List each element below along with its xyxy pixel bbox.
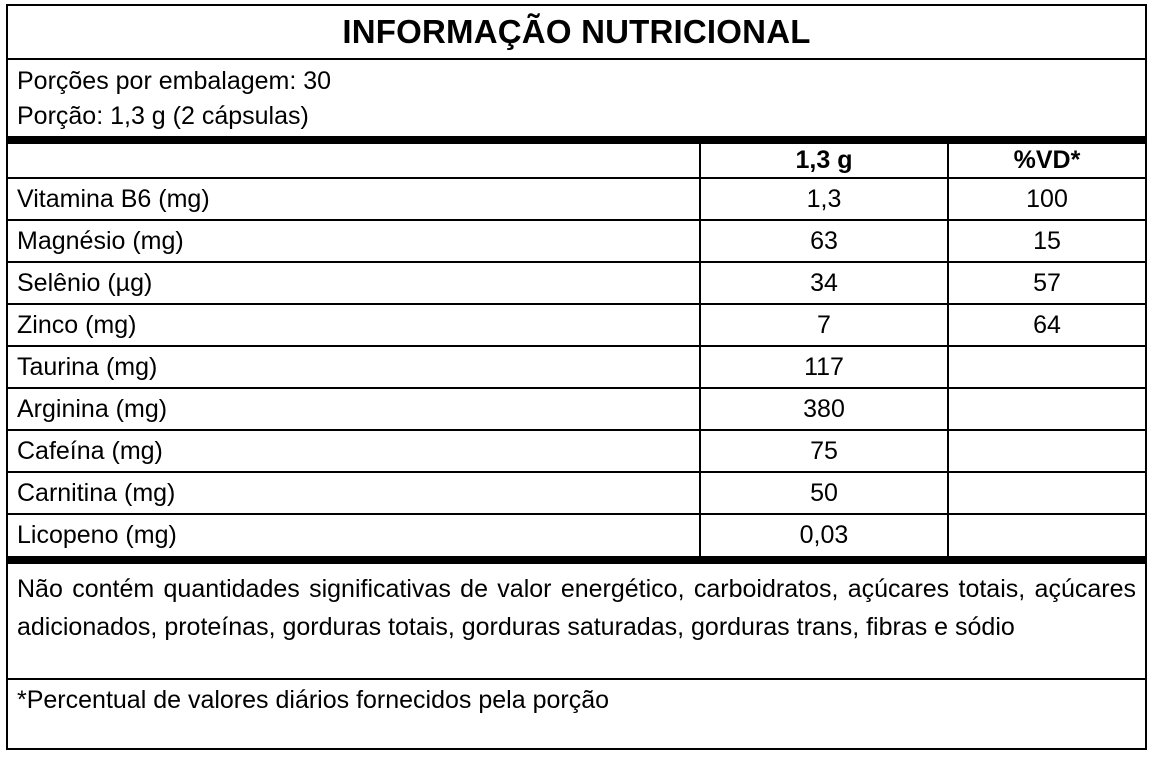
- nutrient-amount: 63: [700, 220, 948, 262]
- nutrient-name: Carnitina (mg): [8, 472, 700, 514]
- daily-value-footnote: *Percentual de valores diários fornecidos pela porção: [17, 685, 610, 714]
- insignificant-amounts-note: Não contém quantidades significativas de valor energético, carboidratos, açúcares totais, açúcares adicionados, proteínas, gorduras totais, gorduras saturadas, gorduras trans, fibras e sódio: [8, 564, 1145, 680]
- nutrient-daily-value: [948, 514, 1145, 556]
- nutrient-name: Vitamina B6 (mg): [8, 178, 700, 220]
- thick-divider-top: [8, 136, 1145, 144]
- serving-info: [8, 60, 1145, 136]
- nutrition-facts-label: [6, 4, 1147, 750]
- header-daily-value: %VD*: [1013, 146, 1081, 174]
- thick-divider-bottom: [8, 556, 1145, 564]
- table-row: [8, 178, 1145, 220]
- servings-per-package: Porções por embalagem: 30: [17, 67, 332, 95]
- table-row: [8, 346, 1145, 388]
- nutrient-name: Arginina (mg): [8, 388, 700, 430]
- nutrient-name: Zinco (mg): [8, 304, 700, 346]
- nutrient-daily-value: [948, 388, 1145, 430]
- nutrient-name: Selênio (µg): [8, 262, 700, 304]
- nutrient-amount: 7: [700, 304, 948, 346]
- nutrient-daily-value: [948, 346, 1145, 388]
- nutrient-amount: 117: [700, 346, 948, 388]
- nutrition-table: [8, 144, 1145, 556]
- header-nutrient: [8, 144, 700, 178]
- label-title: INFORMAÇÃO NUTRICIONAL: [8, 6, 1145, 60]
- nutrient-daily-value: [948, 430, 1145, 472]
- nutrient-name: Cafeína (mg): [8, 430, 700, 472]
- nutrient-amount: 1,3: [700, 178, 948, 220]
- nutrient-amount: 75: [700, 430, 948, 472]
- table-header-row: [8, 144, 1145, 178]
- header-amount: 1,3 g: [700, 144, 948, 178]
- nutrient-daily-value: 15: [948, 220, 1145, 262]
- nutrient-amount: 0,03: [700, 514, 948, 556]
- nutrient-name: Magnésio (mg): [8, 220, 700, 262]
- nutrient-amount: 34: [700, 262, 948, 304]
- table-row: [8, 304, 1145, 346]
- table-row: [8, 514, 1145, 556]
- nutrient-name: Licopeno (mg): [8, 514, 700, 556]
- table-row: [8, 220, 1145, 262]
- nutrient-daily-value: 64: [948, 304, 1145, 346]
- nutrient-daily-value: [948, 472, 1145, 514]
- nutrient-daily-value: 57: [948, 262, 1145, 304]
- table-row: [8, 262, 1145, 304]
- table-row: [8, 430, 1145, 472]
- nutrient-name: Taurina (mg): [8, 346, 700, 388]
- serving-size: Porção: 1,3 g (2 cápsulas): [17, 102, 309, 130]
- nutrient-amount: 380: [700, 388, 948, 430]
- nutrient-daily-value: 100: [948, 178, 1145, 220]
- table-row: [8, 388, 1145, 430]
- table-row: [8, 472, 1145, 514]
- nutrient-amount: 50: [700, 472, 948, 514]
